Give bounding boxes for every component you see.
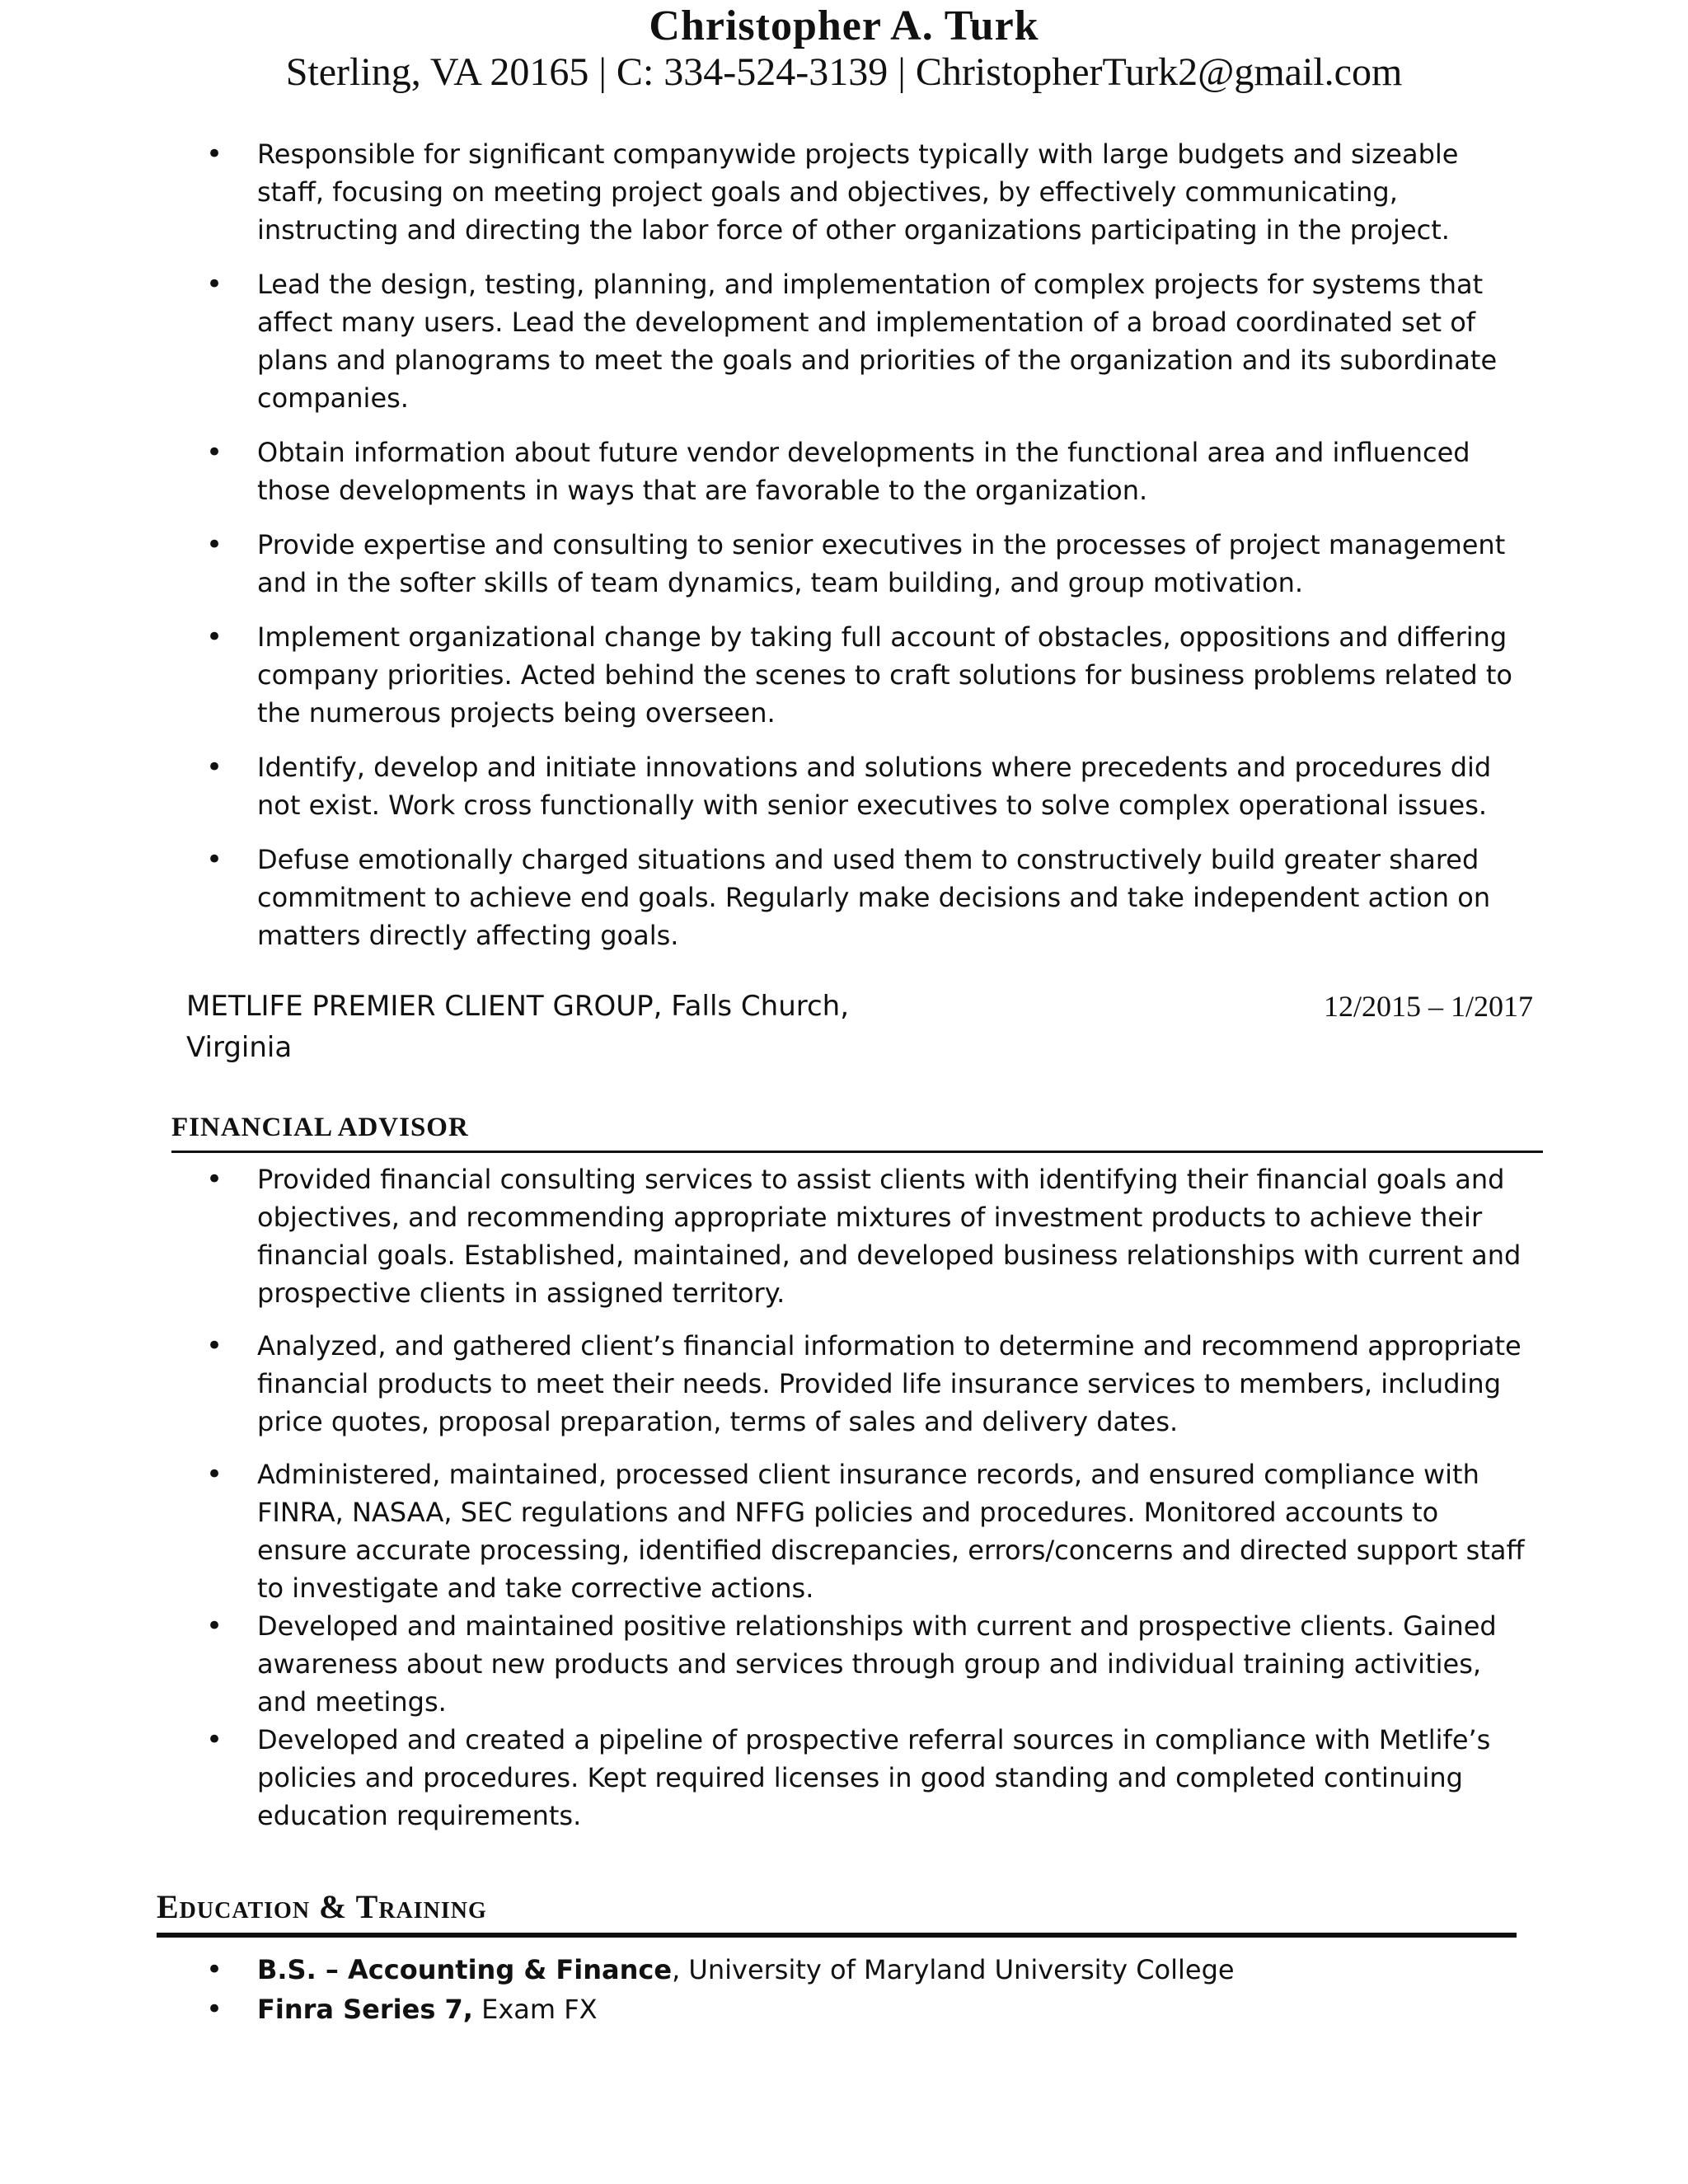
list-item: • Implement organizational change by taking full account of obstacles, oppositions and differing company priorities. Acted behind the scenes to craft solutions for business problems related to the numerous projects being overseen.: [206, 618, 1533, 732]
education-item: [206, 1950, 1533, 1990]
certification-name: Finra Series 7,: [257, 1994, 473, 2025]
list-item: • Obtain information about future vendor developments in the functional area and influenced those developments in ways that are favorable to the organization.: [206, 434, 1533, 509]
education-section-title: Education & Training: [157, 1888, 487, 1925]
job-title: FINANCIAL ADVISOR: [171, 1113, 469, 1142]
education-item: [206, 1990, 1533, 2029]
degree-institution: , University of Maryland University College: [672, 1954, 1235, 1985]
employer-name: METLIFE PREMIER CLIENT GROUP, Falls Church, Virginia: [186, 990, 850, 1064]
employment-dates: 12/2015 – 1/2017: [1323, 990, 1533, 1023]
list-item: • Responsible for significant companywide projects typically with large budgets and sizeable staff, focusing on meeting project goals and objectives, by effectively communicating, instructing and directing the labor force of other organizations participating in the project.: [206, 135, 1533, 249]
list-item: • Provided financial consulting services to assist clients with identifying their financial goals and objectives, and recommending appropriate mixtures of investment products to achieve their financial goals. Established, maintained, and developed business relationships with current and prospective clients in assigned territory.: [206, 1160, 1533, 1312]
list-item: • Developed and created a pipeline of prospective referral sources in compliance with Metlife’s policies and procedures. Kept required licenses in good standing and completed continuing education requirements.: [206, 1721, 1533, 1835]
list-item: • Developed and maintained positive relationships with current and prospective clients. Gained awareness about new products and services through group and individual training activities, and meetings.: [206, 1607, 1533, 1721]
previous-role-bullet-list: [206, 135, 1533, 971]
certification-provider: Exam FX: [472, 1994, 598, 2025]
job-title-divider: [171, 1151, 1543, 1153]
list-item: • Defuse emotionally charged situations and used them to constructively build greater shared commitment to achieve end goals. Regularly make decisions and take independent action on matters directly affecting goals.: [206, 841, 1533, 954]
list-item: • Provide expertise and consulting to senior executives in the processes of project management and in the softer skills of team dynamics, team building, and group motivation.: [206, 526, 1533, 602]
candidate-name: Christopher A. Turk: [649, 2, 1039, 49]
list-item: • Identify, develop and initiate innovations and solutions where precedents and procedures did not exist. Work cross functionally with senior executives to solve complex operational issues.: [206, 748, 1533, 824]
education-section-divider: [157, 1933, 1517, 1938]
list-item: • Analyzed, and gathered client’s financial information to determine and recommend appropriate financial products to meet their needs. Provided life insurance services to members, including price quotes, proposal preparation, terms of sales and delivery dates.: [206, 1327, 1533, 1441]
education-list: [206, 1950, 1533, 2029]
degree-name: B.S. – Accounting & Finance: [257, 1954, 673, 1985]
list-item: • Administered, maintained, processed client insurance records, and ensured compliance with FINRA, NASAA, SEC regulations and NFFG policies and procedures. Monitored accounts to ensure accurate processing, identified discrepancies, errors/concerns and directed support staff to investigate and take corrective actions.: [206, 1455, 1533, 1607]
contact-line: Sterling, VA 20165 | C: 334-524-3139 | ChristopherTurk2@gmail.com: [285, 50, 1403, 94]
metlife-bullet-list: [206, 1160, 1533, 1849]
list-item: • Lead the design, testing, planning, and implementation of complex projects for systems that affect many users. Lead the development and implementation of a broad coordinated set of plans and planograms to meet the goals and priorities of the organization and its subordinate companies.: [206, 265, 1533, 417]
